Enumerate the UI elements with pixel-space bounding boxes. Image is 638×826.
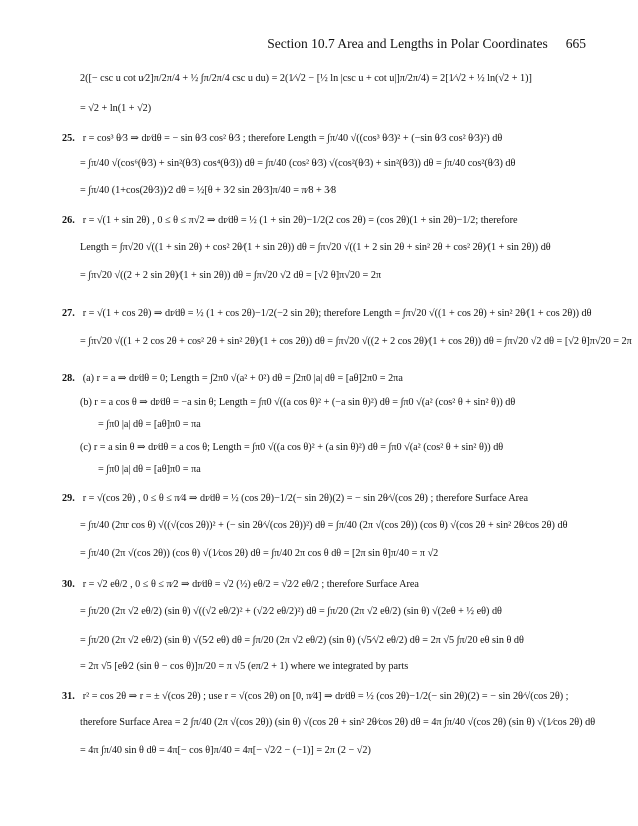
- problem-number: 29.: [62, 493, 75, 504]
- page-number: 665: [565, 36, 586, 51]
- equation-text: r = √(1 + sin 2θ) , 0 ≤ θ ≤ π√2 ⇒ dr⁄dθ = ½ (1 + sin 2θ)−1/2(2 cos 2θ) = (cos 2θ)(1 + sin 2θ)−1/2; therefore: [82, 215, 518, 226]
- equation-text: (b) r = a cos θ ⇒ dr⁄dθ = −a sin θ; Length = ∫π0 √((a cos θ)² + (−a sin θ)²) dθ = ∫π0 √(a² (cos² θ + sin² θ)) dθ: [80, 397, 516, 408]
- problem-line: [62, 134, 502, 144]
- equation-text: = ∫π0 |a| dθ = [aθ]π0 = πa: [98, 419, 201, 430]
- equation-line: [80, 636, 524, 646]
- problem-number: 27.: [62, 308, 75, 319]
- equation-line: [80, 337, 632, 347]
- problem-line: [62, 580, 419, 590]
- equation-text: (a) r = a ⇒ dr⁄dθ = 0; Length = ∫2π0 √(a² + 0²) dθ = ∫2π0 |a| dθ = [aθ]2π0 = 2πa: [82, 373, 403, 384]
- equation-text: = ∫π/40 (1+cos(2θ⁄3))⁄2 dθ = ½[θ + 3⁄2 sin 2θ⁄3]π/40 = π⁄8 + 3⁄8: [80, 185, 337, 196]
- equation-line: [80, 607, 502, 617]
- equation-text: = ∫π0 |a| dθ = [aθ]π0 = πa: [98, 464, 201, 475]
- equation-line: [80, 74, 532, 84]
- equation-line: [80, 443, 503, 453]
- equation-line: [80, 186, 336, 196]
- equation-line: [80, 398, 515, 408]
- equation-text: = ∫π/40 (2πr cos θ) √((√(cos 2θ))² + (− sin 2θ⁄√(cos 2θ))²) dθ = ∫π/40 (2π √(cos 2θ)) (cos θ) √(cos 2θ + sin² 2θ⁄cos 2θ) dθ: [80, 520, 568, 531]
- equation-text: r = √(cos 2θ) , 0 ≤ θ ≤ π⁄4 ⇒ dr⁄dθ = ½ (cos 2θ)−1/2(− sin 2θ)(2) = − sin 2θ⁄√(cos 2θ) ; therefore Surface Area: [82, 493, 529, 504]
- equation-line: [80, 243, 551, 253]
- problem-line: [62, 494, 528, 504]
- running-header: [267, 36, 586, 52]
- problem-line: [62, 216, 517, 226]
- equation-text: therefore Surface Area = 2 ∫π/40 (2π √(cos 2θ)) (sin θ) √(cos 2θ + sin² 2θ⁄cos 2θ) dθ = 4π ∫π/40 √(cos 2θ) (sin θ) √(1⁄cos 2θ) dθ: [80, 717, 596, 728]
- problem-number: 28.: [62, 373, 75, 384]
- equation-text: r = cos³ θ⁄3 ⇒ dr⁄dθ = − sin θ⁄3 cos² θ⁄3 ; therefore Length = ∫π/40 √((cos³ θ⁄3)² + (−sin θ⁄3 cos² θ⁄3)²) dθ: [82, 133, 503, 144]
- equation-line: [80, 271, 381, 281]
- equation-text: r = √(1 + cos 2θ) ⇒ dr⁄dθ = ½ (1 + cos 2θ)−1/2(−2 sin 2θ); therefore Length = ∫π√20 √((1 + cos 2θ) + sin² 2θ⁄(1 + cos 2θ)) dθ: [82, 308, 592, 319]
- problem-line: [62, 374, 403, 384]
- equation-text: (c) r = a sin θ ⇒ dr⁄dθ = a cos θ; Length = ∫π0 √((a cos θ)² + (a sin θ)²) dθ = ∫π0 √(a² (cos² θ + sin² θ)) dθ: [80, 442, 504, 453]
- equation-text: r = √2 eθ/2 , 0 ≤ θ ≤ π⁄2 ⇒ dr⁄dθ = √2 (½) eθ/2 = √2⁄2 eθ/2 ; therefore Surface Area: [82, 579, 419, 590]
- equation-text: = ∫π/20 (2π √2 eθ/2) (sin θ) √(5⁄2 eθ) dθ = ∫π/20 (2π √2 eθ/2) (sin θ) (√5⁄√2 eθ/2) dθ = 2π √5 ∫π/20 eθ sin θ dθ: [80, 635, 524, 646]
- problem-number: 25.: [62, 133, 75, 144]
- equation-text: = √2 + ln(1 + √2): [80, 103, 152, 114]
- equation-line: [80, 662, 408, 672]
- problem-number: 31.: [62, 691, 75, 702]
- equation-text: = 4π ∫π/40 sin θ dθ = 4π[− cos θ]π/40 = 4π[− √2⁄2 − (−1)] = 2π (2 − √2): [80, 745, 371, 756]
- equation-line: [80, 549, 438, 559]
- problem-line: [62, 309, 592, 319]
- equation-line: [80, 746, 371, 756]
- equation-line: [80, 159, 515, 169]
- equation-line: [80, 521, 567, 531]
- equation-line: [80, 718, 595, 728]
- equation-text: = ∫π/40 (2π √(cos 2θ)) (cos θ) √(1⁄cos 2θ) dθ = ∫π/40 2π cos θ dθ = [2π sin θ]π/40 = π √2: [80, 548, 439, 559]
- equation-text: 2([− csc u cot u⁄2]π/2π/4 + ½ ∫π/2π/4 csc u du) = 2(1⁄√2 − [½ ln |csc u + cot u|]π/2π/4) = 2[1⁄√2 + ½ ln(√2 + 1)]: [80, 73, 532, 84]
- equation-text: = 2π √5 [eθ⁄2 (sin θ − cos θ)]π/20 = π √5 (eπ/2 + 1) where we integrated by parts: [80, 661, 409, 672]
- problem-number: 26.: [62, 215, 75, 226]
- equation-text: = ∫π√20 √((2 + 2 sin 2θ)⁄(1 + sin 2θ)) dθ = ∫π√20 √2 dθ = [√2 θ]π√20 = 2π: [80, 270, 382, 281]
- section-title: Section 10.7 Area and Lengths in Polar Coordinates: [267, 36, 548, 51]
- equation-line: [98, 465, 201, 475]
- equation-text: = ∫π/40 √(cos⁶(θ⁄3) + sin²(θ⁄3) cos⁴(θ⁄3)) dθ = ∫π/40 (cos² θ⁄3) √(cos²(θ⁄3) + sin²(θ⁄3)) dθ = ∫π/40 cos²(θ⁄3) dθ: [80, 158, 516, 169]
- equation-line: [80, 104, 151, 114]
- problem-number: 30.: [62, 579, 75, 590]
- equation-line: [98, 420, 201, 430]
- problem-line: [62, 692, 568, 702]
- equation-text: = ∫π/20 (2π √2 eθ/2) (sin θ) √((√2 eθ/2)² + (√2⁄2 eθ/2)²) dθ = ∫π/20 (2π √2 eθ/2) (sin θ) √(2eθ + ½ eθ) dθ: [80, 606, 502, 617]
- equation-text: r² = cos 2θ ⇒ r = ± √(cos 2θ) ; use r = √(cos 2θ) on [0, π⁄4] ⇒ dr⁄dθ = ½ (cos 2θ)−1/2(− sin 2θ)(2) = − sin 2θ⁄√(cos 2θ) ;: [82, 691, 569, 702]
- equation-text: Length = ∫π√20 √((1 + sin 2θ) + cos² 2θ⁄(1 + sin 2θ)) dθ = ∫π√20 √((1 + 2 sin 2θ + sin² 2θ + cos² 2θ)⁄(1 + sin 2θ)) dθ: [80, 242, 551, 253]
- equation-text: = ∫π√20 √((1 + 2 cos 2θ + cos² 2θ + sin² 2θ)⁄(1 + cos 2θ)) dθ = ∫π√20 √((2 + 2 cos 2θ)⁄(1 + cos 2θ)) dθ = ∫π√20 √2 dθ = [√2 θ]π√20 = 2π: [80, 336, 632, 347]
